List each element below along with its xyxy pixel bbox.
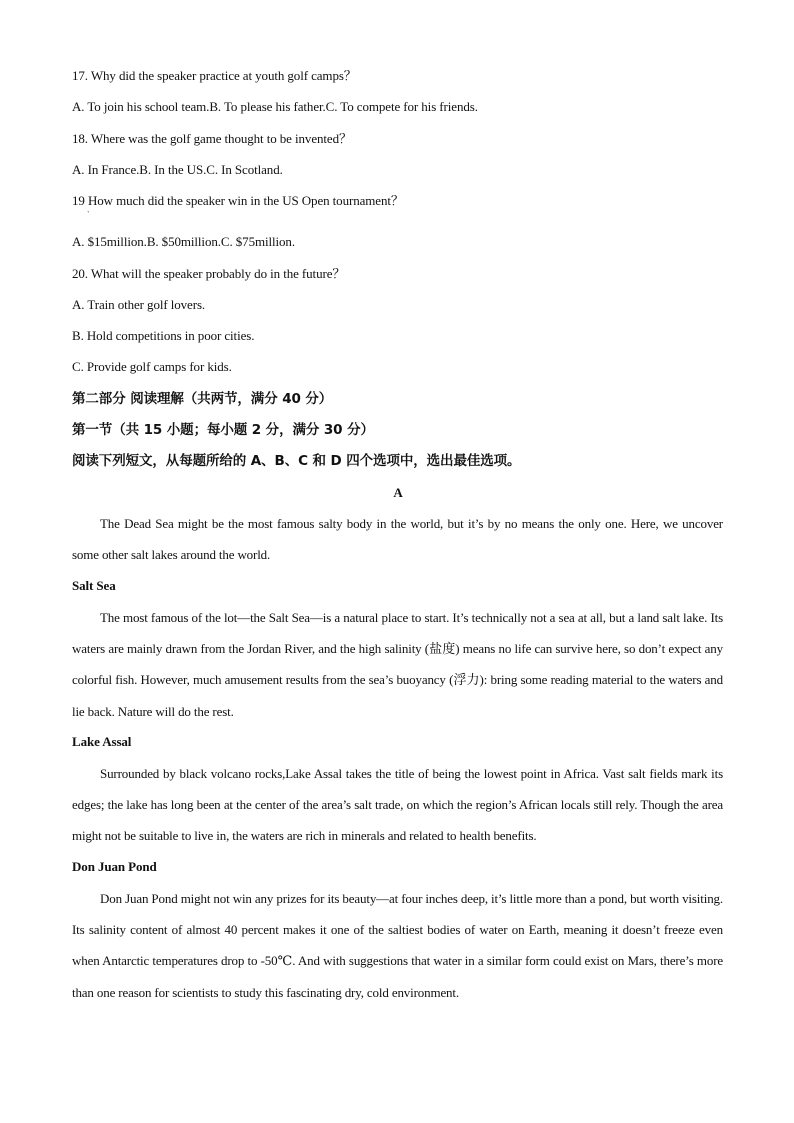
question-20-option-c: C. Provide golf camps for kids. (72, 359, 232, 374)
question-17-options (72, 98, 724, 116)
question-20-option-a: A. Train other golf lovers. (72, 297, 206, 312)
option-a: A. To join his school team. (72, 99, 210, 114)
passage-label: A (393, 485, 403, 500)
stray-mark: ` (87, 210, 90, 219)
option-c: C. $75million. (220, 234, 295, 249)
section-heading-lake-assal: Lake Assal (72, 734, 132, 749)
option-a: A. In France. (72, 162, 140, 177)
question-19-options (72, 233, 724, 251)
option-c: C. In Scotland. (206, 162, 283, 177)
option-b: B. $50million. (146, 234, 221, 249)
section-text-lake-assal: Surrounded by black volcano rocks,Lake Assal takes the title of being the lowest point in Africa. Vast salt fields mark its edges; the lake has long been at the center of the area’s salt trade, on which the region’s African locals still rely. Though the area might not be suitable to live in, the waters are rich in minerals and related to health benefits. (72, 766, 723, 844)
section-text-don-juan-pond: Don Juan Pond might not win any prizes for its beauty—at four inches deep, it’s little more than a pond, but worth visiting. Its salinity content of almost 40 percent makes it one of the saltiest bodies of water on Earth, meaning it doesn’t freeze even when Antarctic temperatures drop to -50℃. And with suggestions that water in a similar form could exist on Mars, there’s more than one reason for scientists to study this fascinating dry, cold environment. (72, 891, 723, 1000)
part-two-title: 第二部分 阅读理解（共两节，满分 40 分） (72, 391, 333, 407)
question-17-stem: 17. Why did the speaker practice at youth golf camps？ (72, 68, 357, 83)
question-20-stem: 20. What will the speaker probably do in the future？ (72, 266, 346, 281)
option-b: B. To please his father. (209, 99, 326, 114)
option-c: C. To compete for his friends. (325, 99, 478, 114)
section-heading-salt-sea: Salt Sea (72, 578, 116, 593)
option-b: B. In the US. (139, 162, 207, 177)
section-heading-don-juan-pond: Don Juan Pond (72, 859, 157, 874)
question-18-stem: 18. Where was the golf game thought to be invented？ (72, 131, 352, 146)
section-one-title: 第一节（共 15 小题；每小题 2 分，满分 30 分） (72, 422, 374, 438)
question-18-options (72, 161, 724, 179)
reading-instruction: 阅读下列短文，从每题所给的 A、B、C 和 D 四个选项中，选出最佳选项。 (72, 453, 521, 469)
option-a: A. $15million. (72, 234, 147, 249)
question-19-stem: 19 How much did the speaker win in the US Open tournament？ (72, 193, 404, 208)
question-20-option-b: B. Hold competitions in poor cities. (72, 328, 255, 343)
section-text-salt-sea: The most famous of the lot—the Salt Sea—is a natural place to start. It’s technically not a sea at all, but a land salt lake. Its waters are mainly drawn from the Jordan River, and the high salinity (盐度) means no life can survive here, so don’t expect any colorful fish. However, much amusement results from the sea’s buoyancy (浮力): bring some reading material to the waters and lie back. Nature will do the rest. (72, 610, 723, 719)
passage-intro: The Dead Sea might be the most famous salty body in the world, but it’s by no means the only one. Here, we uncover some other salt lakes around the world. (72, 516, 723, 563)
